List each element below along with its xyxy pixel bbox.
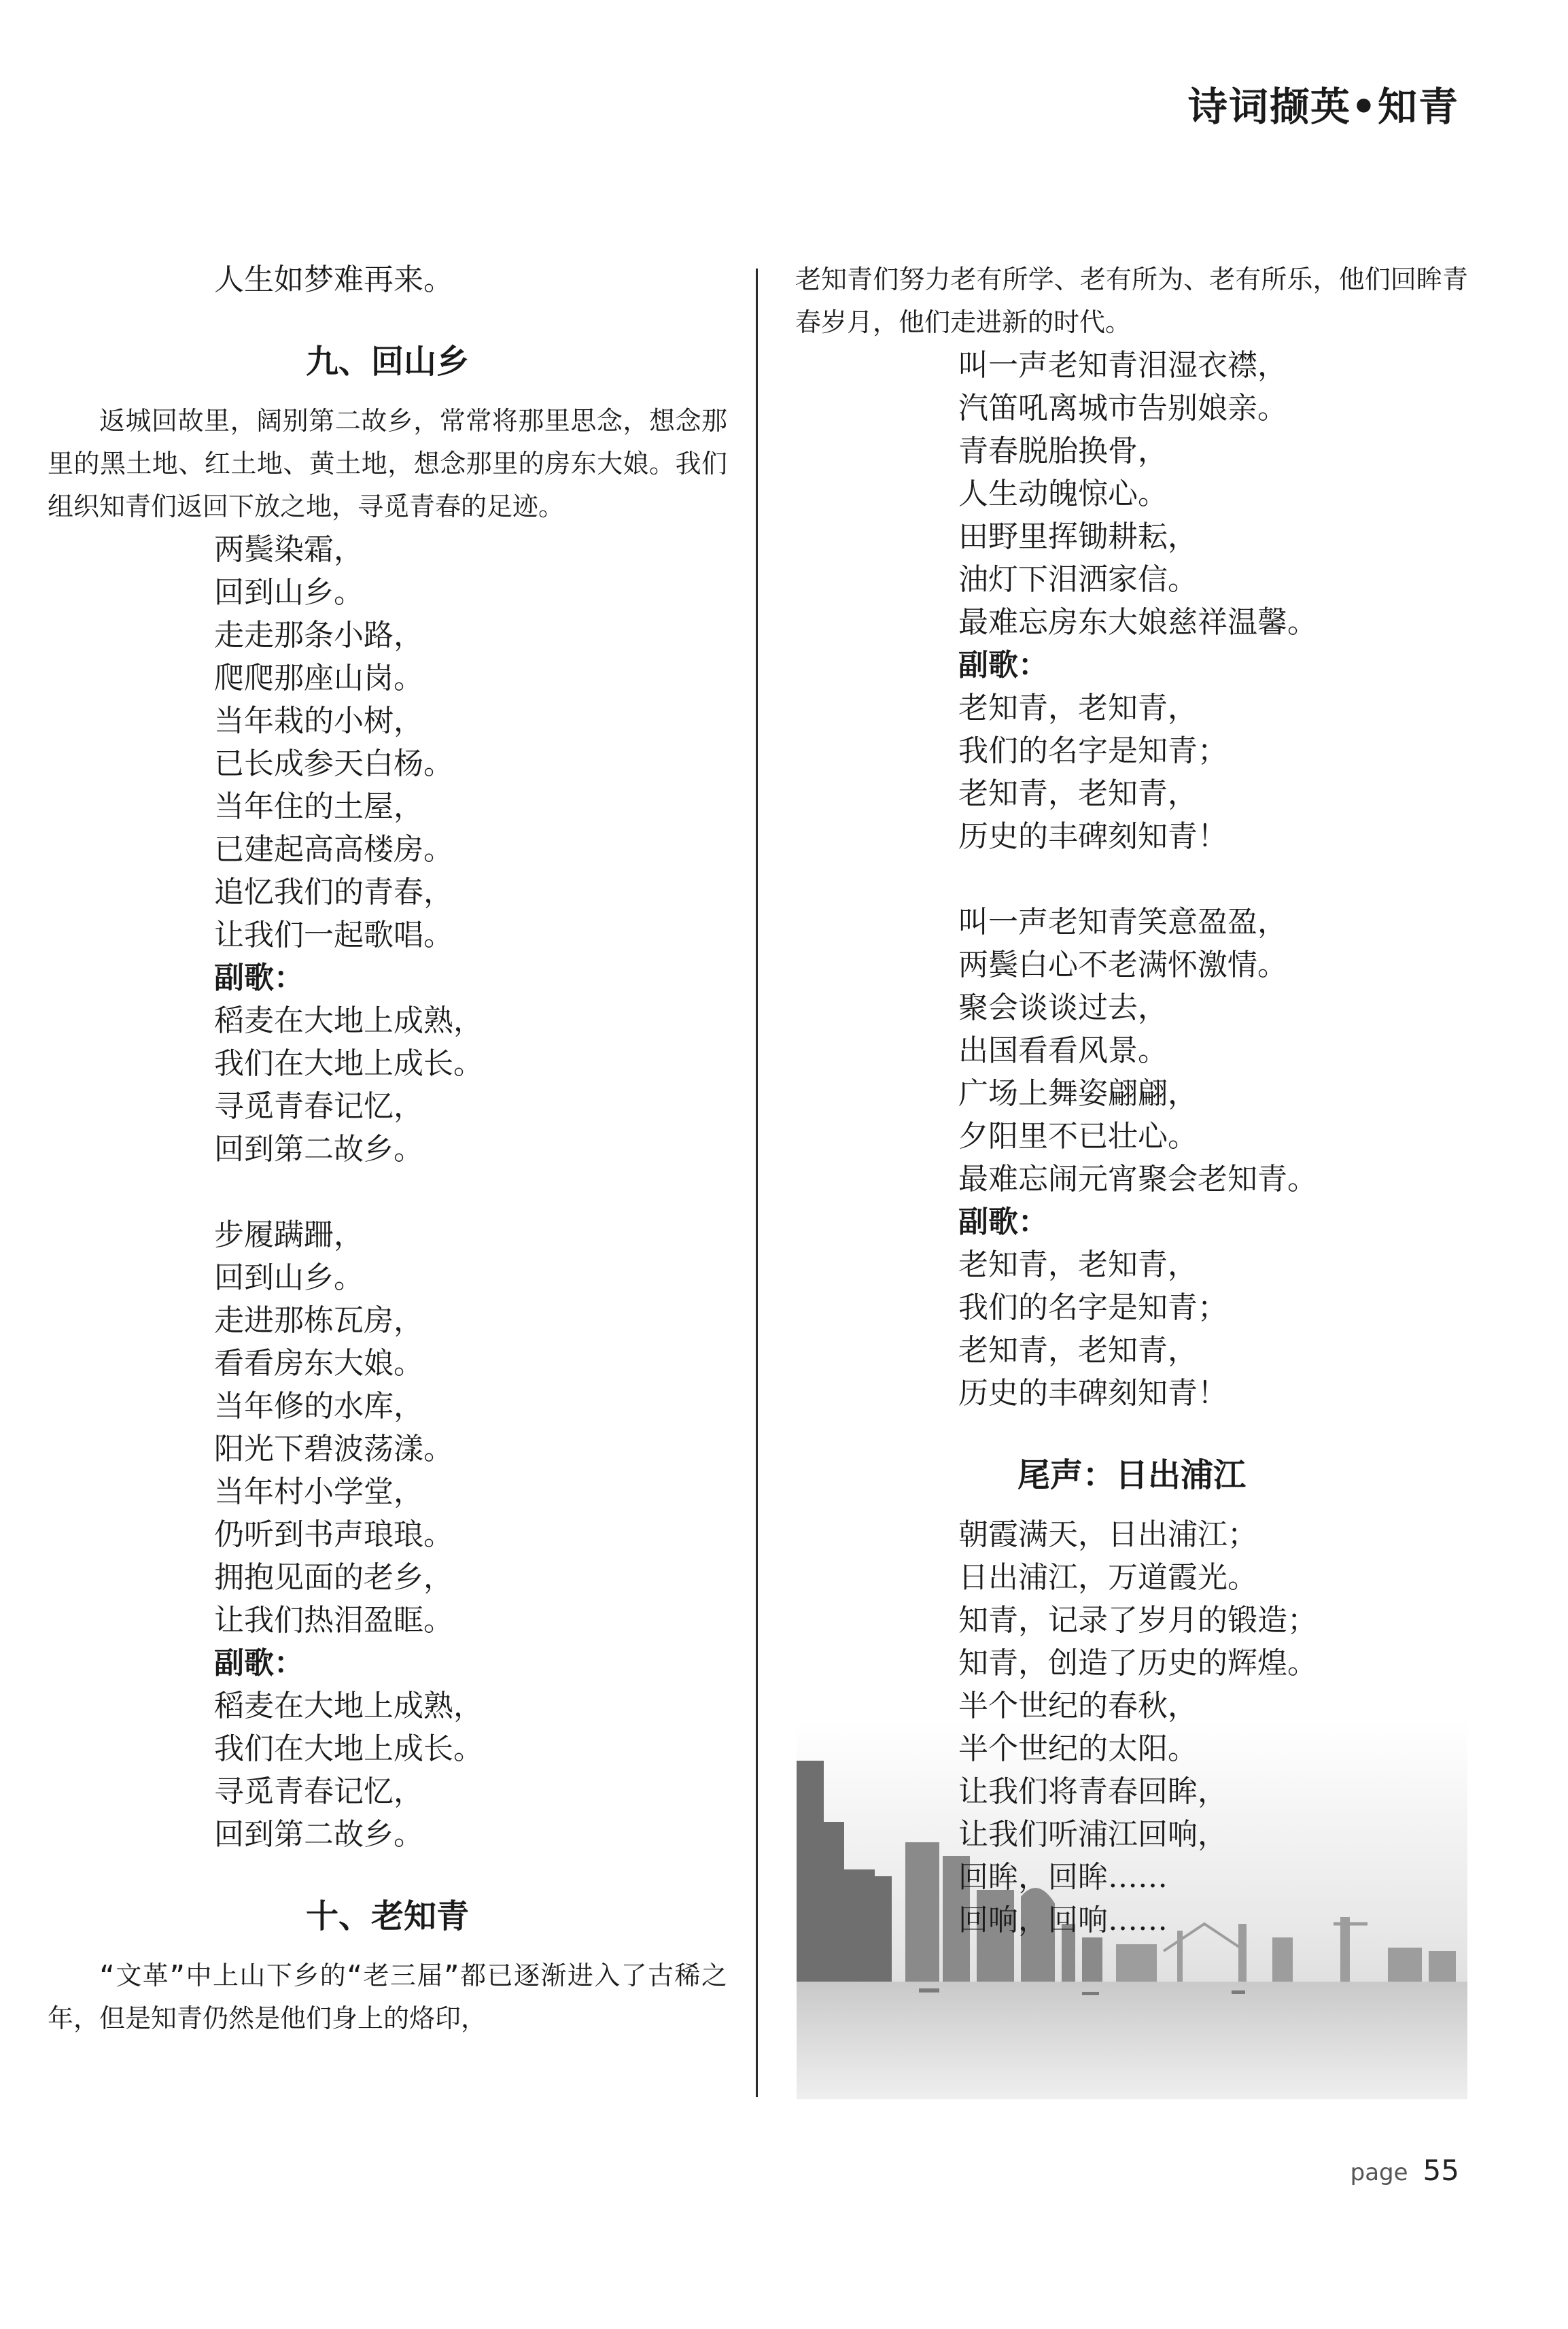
section-10-title: 十、老知青 xyxy=(305,1897,469,1935)
verse-line: 朝霞满天，日出浦江； xyxy=(958,1517,1257,1552)
verse-line: 走走那条小路， xyxy=(214,618,423,653)
verse-line: 寻觅青春记忆， xyxy=(214,1774,423,1809)
verse-line: 老知青，老知青， xyxy=(958,691,1198,725)
running-header: 诗词撷英•知青 xyxy=(1187,84,1459,130)
verse-line: 爬爬那座山岗。 xyxy=(214,661,423,695)
verse-line: 回响，回响…… xyxy=(958,1903,1168,1937)
verse-line: 出国看看风景。 xyxy=(958,1033,1168,1068)
verse-line: 回到山乡。 xyxy=(214,1260,364,1295)
verse-line: 让我们听浦江回响， xyxy=(958,1817,1227,1852)
verse-line: 已建起高高楼房。 xyxy=(214,832,453,867)
verse-line: 历史的丰碑刻知青！ xyxy=(958,819,1227,854)
stanza-gap xyxy=(795,858,1468,901)
verse-line: 知青，创造了历史的辉煌。 xyxy=(958,1646,1317,1680)
verse-line: 叫一声老知青笑意盈盈， xyxy=(958,905,1287,939)
column-divider xyxy=(756,269,758,2097)
verse-line: 日出浦江，万道霞光。 xyxy=(958,1560,1257,1595)
verse-line: 回到山乡。 xyxy=(214,575,364,610)
verse-line: 看看房东大娘。 xyxy=(214,1346,423,1381)
opening-line: 人生如梦难再来。 xyxy=(214,262,453,297)
section-10-stanza-1 xyxy=(795,344,1468,644)
epilogue-title: 尾声：日出浦江 xyxy=(1017,1456,1246,1494)
verse-line: 阳光下碧波荡漾。 xyxy=(214,1432,453,1466)
chorus-label: 副歌： xyxy=(214,1646,304,1680)
verse-line: 已长成参天白杨。 xyxy=(214,746,453,781)
verse-line: 让我们一起歌唱。 xyxy=(214,918,453,952)
verse-line: 我们在大地上成长。 xyxy=(214,1046,483,1081)
page-number: 55 xyxy=(1423,2154,1459,2187)
section-9-stanza-1 xyxy=(48,528,727,956)
verse-line: 让我们热泪盈眶。 xyxy=(214,1603,453,1638)
verse-line: 老知青，老知青， xyxy=(958,1247,1198,1282)
epilogue-verse xyxy=(795,1513,1468,1942)
section-10-stanza-2 xyxy=(795,901,1468,1201)
verse-line: 两鬓染霜， xyxy=(214,532,364,567)
verse-line: 汽笛吼离城市告别娘亲。 xyxy=(958,391,1287,426)
verse-line: 知青，记录了岁月的锻造； xyxy=(958,1603,1317,1638)
verse-line: 老知青，老知青， xyxy=(958,1333,1198,1368)
verse-line: 步履蹒跚， xyxy=(214,1218,364,1252)
section-9-title: 九、回山乡 xyxy=(305,343,469,381)
verse-line: 青春脱胎换骨， xyxy=(958,434,1168,468)
section-9-chorus-2 xyxy=(48,1685,727,1856)
verse-line: 回到第二故乡。 xyxy=(214,1817,423,1852)
chorus-label: 副歌： xyxy=(958,1205,1048,1239)
section-9-stanza-2 xyxy=(48,1213,727,1642)
verse-line: 稻麦在大地上成熟， xyxy=(214,1003,483,1038)
verse-line: 拥抱见面的老乡， xyxy=(214,1560,453,1595)
verse-line: 当年栽的小树， xyxy=(214,704,423,738)
verse-line: 当年修的水库， xyxy=(214,1389,423,1424)
verse-line: 田野里挥锄耕耘， xyxy=(958,519,1198,554)
verse-line: 广场上舞姿翩翩， xyxy=(958,1076,1198,1111)
verse-line: 走进那栋瓦房， xyxy=(214,1303,423,1338)
verse-line: 我们的名字是知青； xyxy=(958,734,1227,768)
section-10-intro: “文革”中上山下乡的“老三届”都已逐渐进入了古稀之年，但是知青仍然是他们身上的烙印， xyxy=(48,1961,727,2033)
verse-line: 聚会谈谈过去， xyxy=(958,990,1168,1025)
section-9-chorus-1 xyxy=(48,999,727,1171)
section-9-intro: 返城回故里，阔别第二故乡，常常将那里思念，想念那里的黑土地、红土地、黄土地，想念那里的房东大娘。我们组织知青们返回下放之地，寻觅青春的足迹。 xyxy=(48,406,727,521)
verse-line: 我们的名字是知青； xyxy=(958,1290,1227,1325)
stanza-gap xyxy=(48,1171,727,1213)
verse-line: 稻麦在大地上成熟， xyxy=(214,1689,483,1723)
verse-line: 历史的丰碑刻知青！ xyxy=(958,1376,1227,1411)
right-column xyxy=(795,258,1468,1942)
verse-line: 当年村小学堂， xyxy=(214,1474,423,1509)
chorus-label: 副歌： xyxy=(958,648,1048,683)
section-10-chorus-2 xyxy=(795,1243,1468,1415)
verse-line: 回到第二故乡。 xyxy=(214,1132,423,1167)
verse-line: 最难忘房东大娘慈祥温馨。 xyxy=(958,605,1317,640)
verse-line: 当年住的土屋， xyxy=(214,789,423,824)
verse-line: 半个世纪的太阳。 xyxy=(958,1731,1198,1766)
verse-line: 油灯下泪洒家信。 xyxy=(958,562,1198,597)
verse-line: 我们在大地上成长。 xyxy=(214,1731,483,1766)
verse-line: 夕阳里不已壮心。 xyxy=(958,1119,1198,1154)
verse-line: 两鬓白心不老满怀激情。 xyxy=(958,948,1287,982)
section-10-chorus-1 xyxy=(795,687,1468,858)
page-label: page xyxy=(1350,2159,1408,2186)
verse-line: 最难忘闹元宵聚会老知青。 xyxy=(958,1162,1317,1196)
verse-line: 寻觅青春记忆， xyxy=(214,1089,423,1124)
verse-line: 叫一声老知青泪湿衣襟， xyxy=(958,348,1287,383)
verse-line: 人生动魄惊心。 xyxy=(958,477,1168,511)
page-footer xyxy=(1351,2154,1459,2187)
verse-line: 老知青，老知青， xyxy=(958,776,1198,811)
section-10-intro-continued: 老知青们努力老有所学、老有所为、老有所乐，他们回眸青春岁月，他们走进新的时代。 xyxy=(795,264,1468,337)
chorus-label: 副歌： xyxy=(214,961,304,995)
verse-line: 让我们将青春回眸， xyxy=(958,1774,1227,1809)
verse-line: 仍听到书声琅琅。 xyxy=(214,1517,453,1552)
verse-line: 回眸，回眸…… xyxy=(958,1860,1168,1895)
verse-line: 半个世纪的春秋， xyxy=(958,1689,1198,1723)
verse-line: 追忆我们的青春， xyxy=(214,875,453,910)
left-column xyxy=(48,258,727,2040)
